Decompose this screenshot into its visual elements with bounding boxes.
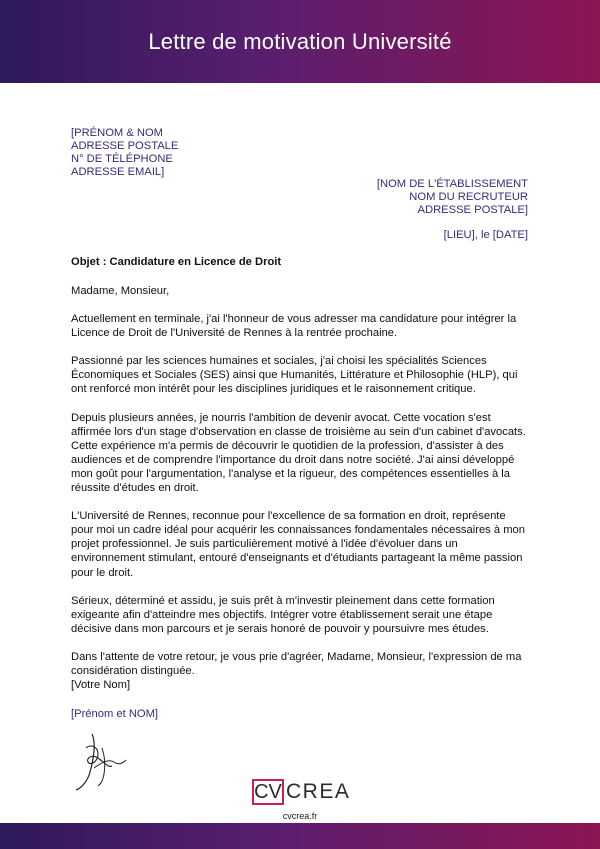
paragraph: Actuellement en terminale, j'ai l'honneur de vous adresser ma candidature pour intégrer la Licence de Droit de l'Université de Rennes à la rentrée prochaine. [71,313,517,340]
signature-image [68,728,134,792]
logo-url: cvcrea.fr [282,811,318,821]
sender-email: ADRESSE EMAIL] [71,166,165,178]
sender-phone: N° DE TÉLÉPHONE [71,153,173,165]
recipient-address: ADRESSE POSTALE] [417,204,528,216]
letter-subject: Objet : Candidature en Licence de Droit [71,256,282,268]
paragraph: Passionné par les sciences humaines et sociales, j'ai choisi les spécialités Sciences Économiques et Sociales (SES) ainsi que Humanités, Littérature et Philosophie (HLP), qui ont renforcé mon intérêt pour les disciplines juridiques et le raisonnement critique. [71,355,518,396]
salutation: Madame, Monsieur, [71,285,170,297]
page-title: Lettre de motivation Université [148,28,452,54]
closing-paragraph: Dans l'attente de votre retour, je vous prie d'agréer, Madame, Monsieur, l'expression de ma considération distinguée. [71,650,522,677]
logo-box-letters: CV [254,781,282,803]
footer-banner [0,823,600,849]
paragraph: Depuis plusieurs années, je nourris l'ambition de devenir avocat. Cette vocation s'est affirmée lors d'un stage d'observation en classe de troisième au sein d'un cabinet d'avocats. Cette expérience m'a permis de découvrir le quotidien de la profession, d'assister à des audiences et de comprendre l'importance du droit dans notre société. J'ai ainsi développé mon goût pour l'argumentation, l'analyse et la rigueur, des compétences essentielles à la réussite d'études en droit. [71,411,526,495]
header-banner [0,0,600,83]
closing-name: [Votre Nom] [71,679,131,692]
recipient-block [377,178,528,217]
recipient-recruiter: NOM DU RECRUTEUR [409,191,528,203]
signer-name: [Prénom et NOM] [71,708,159,720]
paragraph: Sérieux, déterminé et assidu, je suis prêt à m'investir pleinement dans cette formation exigeante afin d'atteindre mes objectifs. Intégrer votre établissement serait une étape décisive dans mon parcours et je serais honoré de pouvoir y poursuivre mes études. [71,594,495,635]
cvcrea-logo [252,779,350,805]
place-date: [LIEU], le [DATE] [443,229,528,241]
logo-text: CREA [286,780,351,803]
paragraph: L'Université de Rennes, reconnue pour l'excellence de sa formation en droit, représente pour moi un cadre idéal pour acquérir les connaissances fondamentales nécessaires à mon projet professionnel. Je suis particulièrement motivé à l'idée d'évoluer dans un environnement stimulant, entouré d'enseignants et d'étudiants partageant la même passion pour le droit. [71,510,525,579]
sender-address: ADRESSE POSTALE [71,140,179,152]
sender-name: [PRÉNOM & NOM [71,127,163,139]
letter-body [71,284,531,692]
sender-block [71,127,178,179]
recipient-institution: [NOM DE L'ÉTABLISSEMENT [376,178,528,190]
logo-box [252,779,284,805]
